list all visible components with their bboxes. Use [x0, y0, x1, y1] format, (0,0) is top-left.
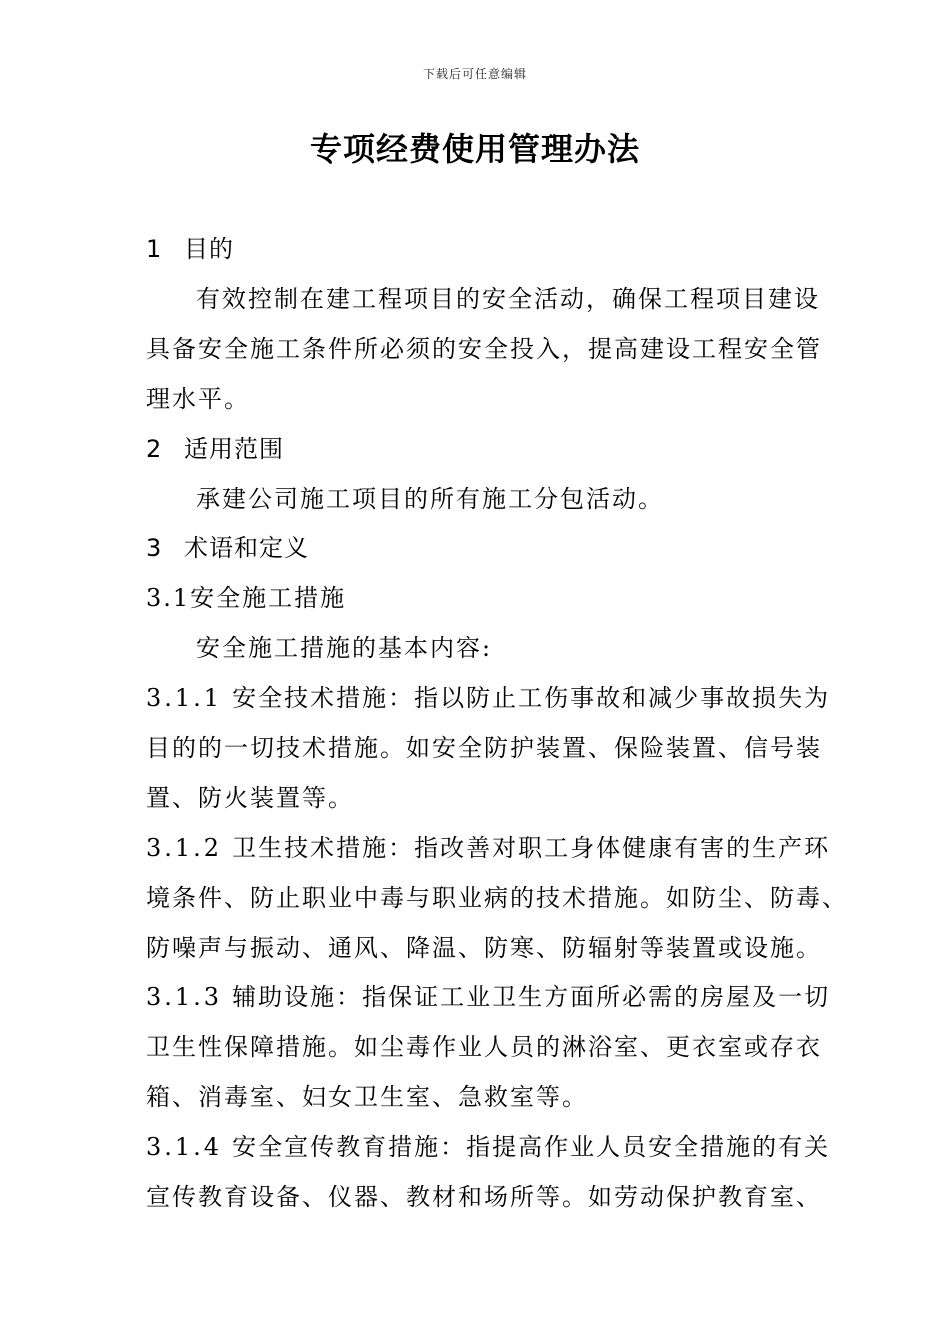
- document-title: 专项经费使用管理办法: [309, 130, 640, 168]
- paragraph-line: 境条件、防止职业中毒与职业病的技术措施。如防尘、防毒、: [146, 884, 848, 912]
- section-3-heading: [146, 531, 309, 565]
- section-number: 1: [146, 235, 163, 263]
- item-code: 3.1.4: [146, 1133, 223, 1161]
- item-3-1-4-first-line: [146, 1130, 830, 1164]
- item-text: 辅助设施：指保证工业卫生方面所必需的房屋及一切: [232, 983, 831, 1011]
- paragraph-line: 箱、消毒室、妇女卫生室、急救室等。: [146, 1083, 588, 1111]
- paragraph-line: 有效控制在建工程项目的安全活动，确保工程项目建设: [196, 285, 820, 313]
- paragraph-line: 承建公司施工项目的所有施工分包活动。: [196, 485, 664, 513]
- header-note: 下载后可任意编辑: [422, 67, 527, 81]
- item-text: 安全技术措施：指以防止工伤事故和减少事故损失为: [232, 684, 831, 712]
- section-title: 术语和定义: [184, 534, 309, 562]
- section-1-heading: [146, 232, 234, 266]
- paragraph-line: 宣传教育设备、仪器、教材和场所等。如劳动保护教育室、: [146, 1183, 822, 1211]
- section-title: 适用范围: [184, 435, 284, 463]
- paragraph-line: 防噪声与振动、通风、降温、防寒、防辐射等装置或设施。: [146, 934, 822, 962]
- item-3-1-2-first-line: [146, 831, 830, 865]
- paragraph-line: 安全施工措施的基本内容:: [196, 634, 493, 662]
- paragraph-line: 卫生性保障措施。如尘毒作业人员的淋浴室、更衣室或存衣: [146, 1033, 822, 1061]
- paragraph-line: 目的的一切技术措施。如安全防护装置、保险装置、信号装: [146, 734, 822, 762]
- item-text: 安全宣传教育措施：指提高作业人员安全措施的有关: [232, 1133, 831, 1161]
- item-3-1-1-first-line: [146, 681, 830, 715]
- item-3-1-3-first-line: [146, 980, 830, 1014]
- subsection-3-1-heading: 3.1安全施工措施: [146, 584, 347, 612]
- item-text: 卫生技术措施：指改善对职工身体健康有害的生产环: [232, 834, 831, 862]
- paragraph-line: 具备安全施工条件所必须的安全投入，提高建设工程安全管: [146, 335, 822, 363]
- item-code: 3.1.1: [146, 684, 223, 712]
- paragraph-line: 置、防火装置等。: [146, 784, 354, 812]
- section-title: 目的: [184, 235, 234, 263]
- item-code: 3.1.3: [146, 983, 223, 1011]
- section-2-heading: [146, 432, 284, 466]
- section-number: 2: [146, 435, 163, 463]
- paragraph-line: 理水平。: [146, 385, 250, 413]
- item-code: 3.1.2: [146, 834, 223, 862]
- section-number: 3: [146, 534, 163, 562]
